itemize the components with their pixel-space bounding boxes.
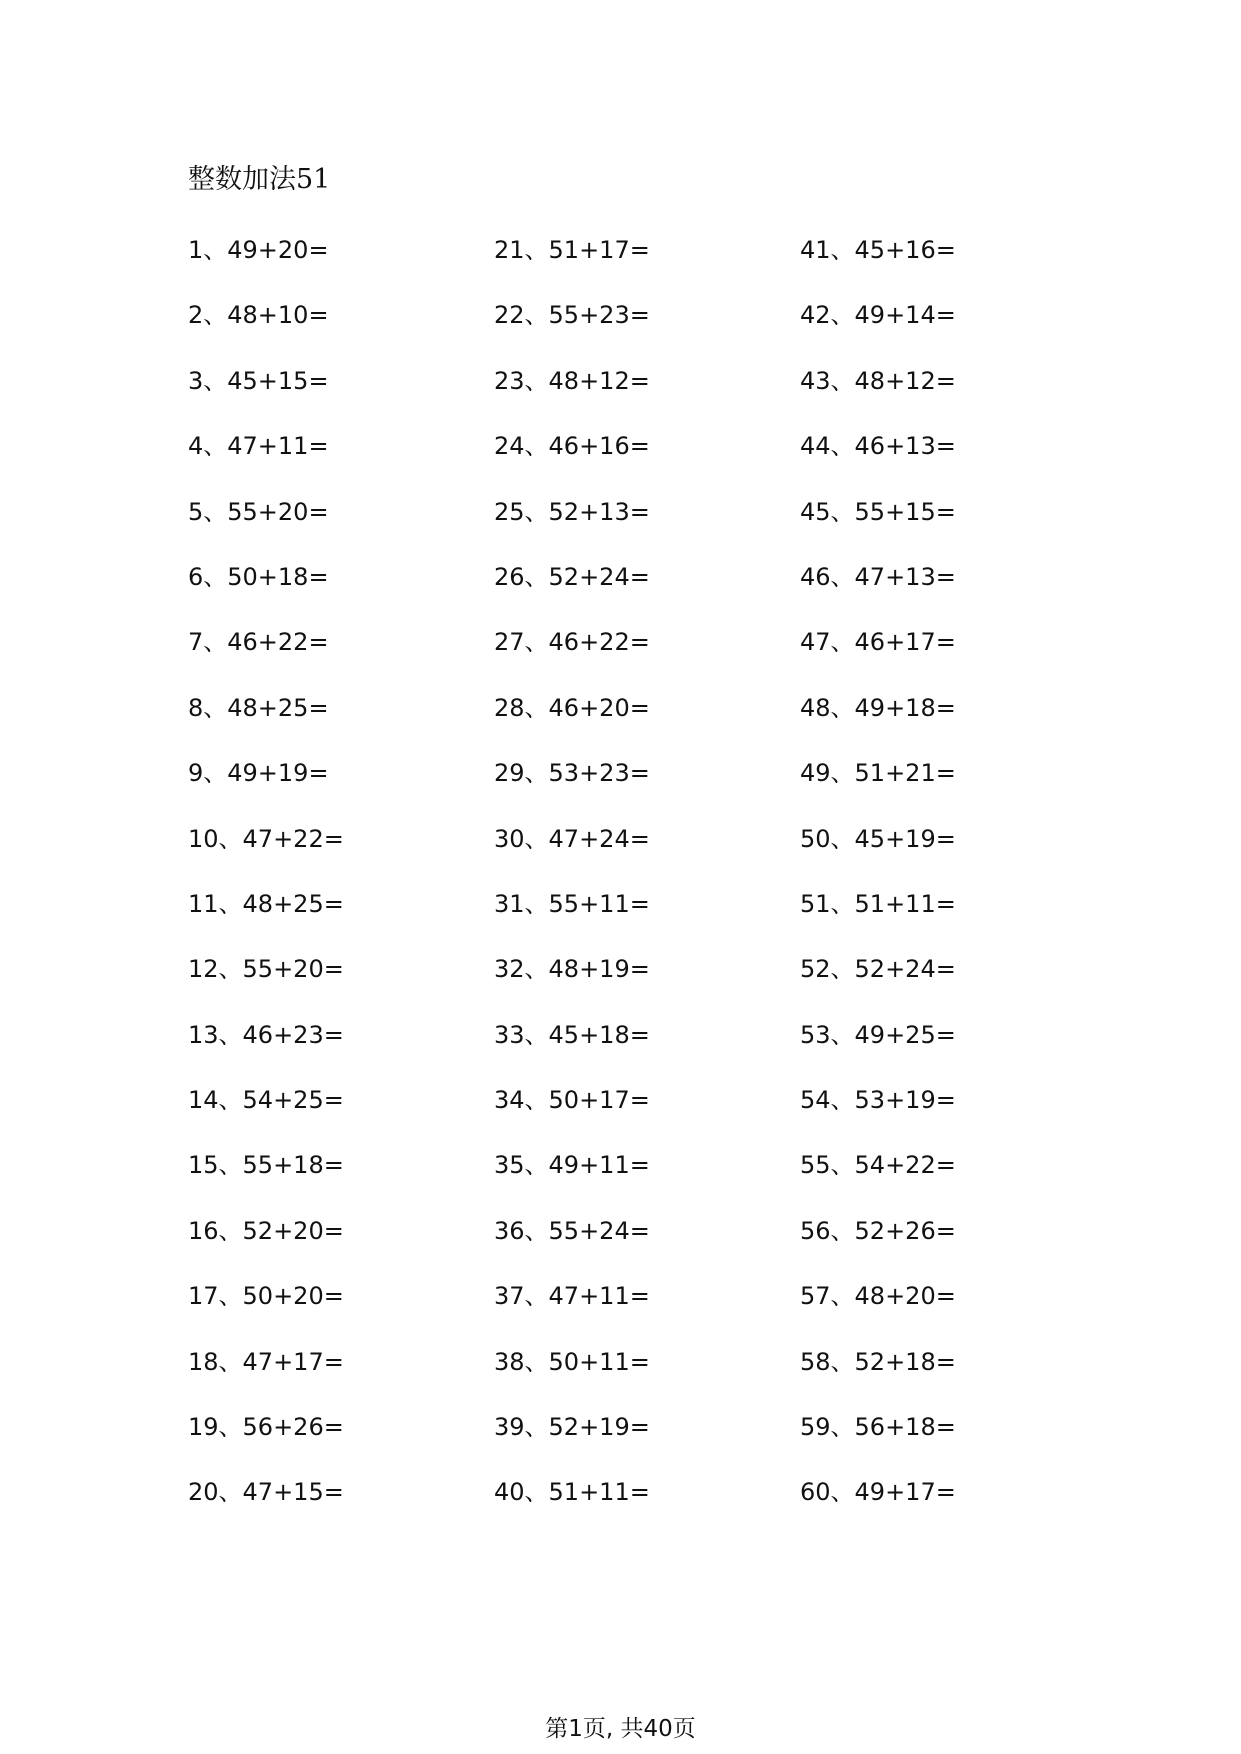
problem-item: 26、52+24= xyxy=(494,562,650,591)
problem-item: 39、52+19= xyxy=(494,1413,650,1442)
problem-item: 3、45+15= xyxy=(188,366,329,395)
problem-item: 7、46+22= xyxy=(188,628,329,657)
problem-item: 11、48+25= xyxy=(188,889,344,918)
problem-item: 60、49+17= xyxy=(800,1478,956,1507)
problem-item: 12、55+20= xyxy=(188,955,344,984)
problem-item: 41、45+16= xyxy=(800,236,956,264)
problem-item: 25、52+13= xyxy=(494,497,650,526)
problem-item: 43、48+12= xyxy=(800,366,956,395)
problem-item: 6、50+18= xyxy=(188,562,329,591)
problem-item: 9、49+19= xyxy=(188,759,329,788)
problem-item: 2、48+10= xyxy=(188,301,329,330)
problem-item: 14、54+25= xyxy=(188,1086,344,1115)
problem-item: 28、46+20= xyxy=(494,693,650,722)
problem-item: 35、49+11= xyxy=(494,1151,650,1180)
problem-item: 37、47+11= xyxy=(494,1282,650,1311)
problem-item: 47、46+17= xyxy=(800,628,956,657)
problem-item: 15、55+18= xyxy=(188,1151,344,1180)
problem-item: 32、48+19= xyxy=(494,955,650,984)
page-footer: 第1页, 共40页 xyxy=(545,1716,696,1742)
problem-item: 19、56+26= xyxy=(188,1413,344,1442)
problem-item: 58、52+18= xyxy=(800,1347,956,1376)
problem-item: 36、55+24= xyxy=(494,1216,650,1245)
problem-item: 16、52+20= xyxy=(188,1216,344,1245)
problem-item: 38、50+11= xyxy=(494,1347,650,1376)
problem-item: 17、50+20= xyxy=(188,1282,344,1311)
problem-item: 21、51+17= xyxy=(494,236,650,264)
problem-item: 27、46+22= xyxy=(494,628,650,657)
problem-item: 10、47+22= xyxy=(188,824,344,853)
problem-item: 49、51+21= xyxy=(800,759,956,788)
problem-item: 54、53+19= xyxy=(800,1086,956,1115)
problem-item: 8、48+25= xyxy=(188,693,329,722)
problem-item: 50、45+19= xyxy=(800,824,956,853)
problem-item: 42、49+14= xyxy=(800,301,956,330)
problem-item: 59、56+18= xyxy=(800,1413,956,1442)
problem-item: 34、50+17= xyxy=(494,1086,650,1115)
problem-item: 13、46+23= xyxy=(188,1020,344,1049)
problem-item: 57、48+20= xyxy=(800,1282,956,1311)
problem-item: 55、54+22= xyxy=(800,1151,956,1180)
problem-item: 46、47+13= xyxy=(800,562,956,591)
problem-item: 29、53+23= xyxy=(494,759,650,788)
problem-item: 5、55+20= xyxy=(188,497,329,526)
page-title: 整数加法51 xyxy=(188,164,331,195)
problem-item: 31、55+11= xyxy=(494,889,650,918)
problem-item: 44、46+13= xyxy=(800,432,956,461)
problem-item: 53、49+25= xyxy=(800,1020,956,1049)
problem-item: 33、45+18= xyxy=(494,1020,650,1049)
problem-item: 52、52+24= xyxy=(800,955,956,984)
problem-item: 30、47+24= xyxy=(494,824,650,853)
problem-item: 51、51+11= xyxy=(800,889,956,918)
problem-item: 40、51+11= xyxy=(494,1478,650,1507)
problem-item: 56、52+26= xyxy=(800,1216,956,1245)
problem-item: 45、55+15= xyxy=(800,497,956,526)
problem-grid xyxy=(188,232,1100,1540)
problem-item: 4、47+11= xyxy=(188,432,329,461)
problem-item: 24、46+16= xyxy=(494,432,650,461)
problem-item: 48、49+18= xyxy=(800,693,956,722)
problem-item: 20、47+15= xyxy=(188,1478,344,1507)
problem-item: 18、47+17= xyxy=(188,1347,344,1376)
problem-item: 22、55+23= xyxy=(494,301,650,330)
problem-item: 23、48+12= xyxy=(494,366,650,395)
problem-item: 1、49+20= xyxy=(188,236,329,264)
